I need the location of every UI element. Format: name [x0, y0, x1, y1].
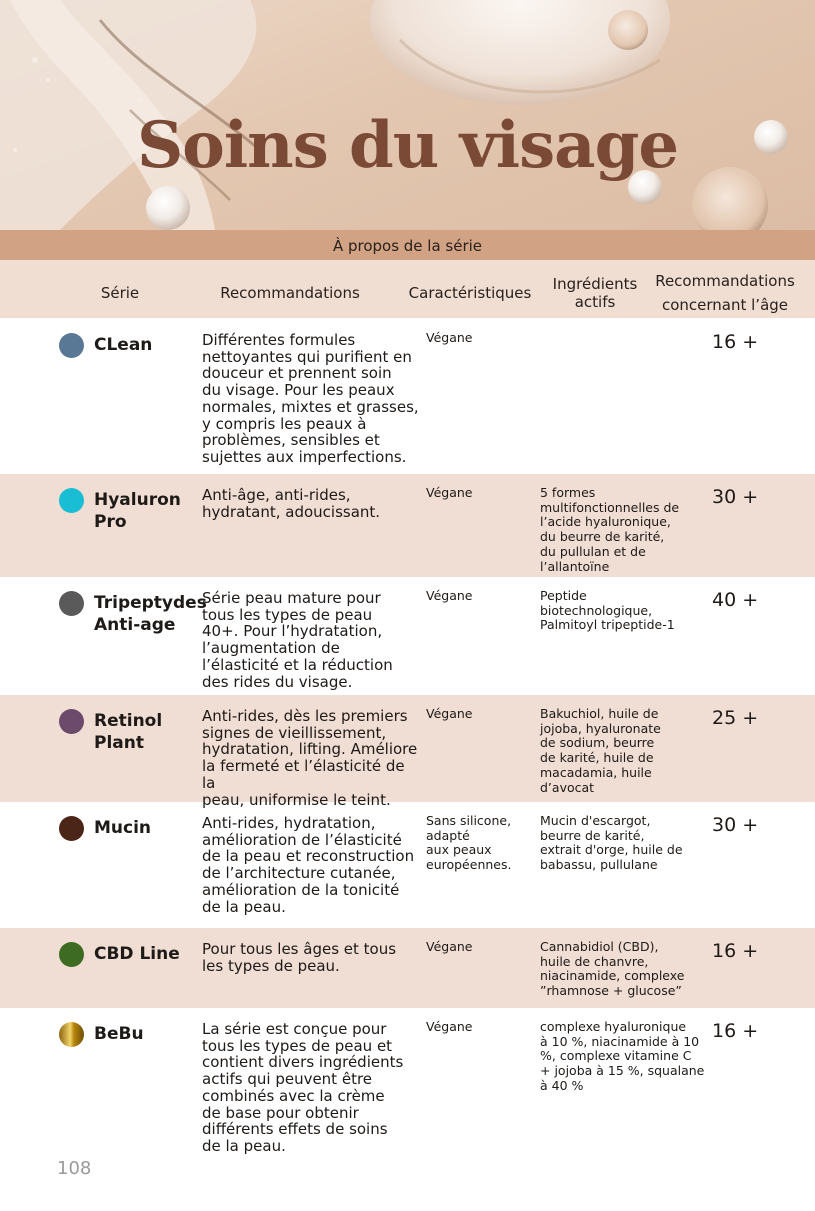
active-ingredients-line: du beurre de karité, [540, 529, 665, 545]
age-recommendation: 30 + [712, 486, 759, 508]
recommendation-line: amélioration de l’élasticité [202, 830, 402, 849]
recommendation-line: les types de peau. [202, 956, 340, 975]
col-ingredients-2: actifs [574, 293, 616, 311]
active-ingredients-line: du pullulan et de [540, 543, 646, 559]
recommendation-line: y compris les peaux à [202, 414, 367, 433]
recommendation-line: hydratation, lifting. Améliore [202, 740, 418, 759]
series-name-line: Tripeptydes [94, 593, 207, 613]
age-recommendation: 40 + [712, 589, 759, 611]
table-row [0, 319, 815, 474]
table-row [0, 577, 815, 695]
series-color-dot [59, 1022, 84, 1047]
characteristics [426, 331, 536, 346]
characteristics [426, 940, 536, 955]
recommendation-line: Anti-âge, anti-rides, [202, 486, 351, 504]
active-ingredients-line: extrait d'orge, huile de [540, 842, 683, 858]
recommendation [202, 1021, 422, 1155]
recommendation-line: l’élasticité et la réduction [202, 655, 393, 674]
age-recommendation: 16 + [712, 331, 759, 353]
series-color-dot [59, 709, 84, 734]
recommendation-line: du visage. Pour les peaux [202, 381, 395, 400]
active-ingredients-line: ”rhamnose + glucose” [540, 983, 682, 999]
active-ingredients-line: d’avocat [540, 779, 595, 795]
recommendation [202, 708, 422, 808]
recommendation-line: Anti-rides, hydratation, [202, 814, 376, 832]
recommendation-line: de base pour obtenir [202, 1103, 359, 1122]
recommendation [202, 590, 422, 690]
characteristics [426, 1020, 536, 1035]
series-name [94, 592, 207, 636]
recommendation-line: nettoyantes qui purifient en [202, 347, 412, 366]
page-number: 108 [57, 1158, 92, 1179]
page-title: Soins du visage [136, 108, 679, 183]
recommendation-line: différents effets de soins [202, 1120, 388, 1139]
age-recommendation: 16 + [712, 1020, 759, 1042]
recommendation-line: contient divers ingrédients [202, 1053, 404, 1072]
characteristics-line: Sans silicone, [426, 813, 512, 828]
series-name-line: Retinol [94, 711, 163, 731]
active-ingredients [540, 1020, 710, 1094]
active-ingredients-line: Peptide [540, 588, 587, 603]
recommendation [202, 941, 422, 974]
active-ingredients-line: à 40 % [540, 1077, 584, 1093]
recommendation-line: la fermeté et l’élasticité de la [202, 757, 405, 792]
series-name-line: CBD Line [94, 944, 180, 964]
col-recommandations: Recommandations [220, 284, 360, 302]
characteristics [426, 707, 536, 722]
col-serie: Série [100, 284, 140, 302]
recommendation-line: combinés avec la crème [202, 1086, 385, 1105]
recommendation-line: Différentes formules [202, 331, 356, 349]
active-ingredients-line: complexe hyaluronique [540, 1019, 687, 1034]
active-ingredients [540, 814, 710, 873]
age-recommendation: 30 + [712, 814, 759, 836]
series-name [94, 943, 204, 965]
recommendation-line: actifs qui peuvent être [202, 1070, 373, 1089]
recommendation-line: problèmes, sensibles et [202, 431, 380, 450]
active-ingredients-line: à 10 %, niacinamide à 10 [540, 1033, 700, 1049]
characteristics [426, 486, 536, 501]
recommendation-line: de la peau et reconstruction [202, 847, 415, 866]
section-band: À propos de la série [0, 230, 815, 260]
series-color-dot [59, 488, 84, 513]
series-name [94, 1023, 204, 1045]
active-ingredients-line: %, complexe vitamine C [540, 1048, 692, 1064]
recommendation-line: douceur et prennent soin [202, 364, 392, 383]
characteristics-line: Végane [426, 706, 473, 721]
table-row [0, 928, 815, 1008]
active-ingredients-line: Cannabidiol (CBD), [540, 939, 659, 954]
table-header [0, 260, 815, 318]
series-name [94, 817, 204, 839]
series-name-line: CLean [94, 335, 153, 355]
table-row [0, 802, 815, 928]
active-ingredients-line: jojoba, hyaluronate [540, 720, 661, 736]
active-ingredients-line: multifonctionnelles de [540, 499, 680, 515]
active-ingredients-line: Palmitoyl tripeptide-1 [540, 617, 675, 633]
recommendation-line: tous les types de peau et [202, 1036, 393, 1055]
recommendation-line: de la peau. [202, 1136, 286, 1155]
characteristics-line: européennes. [426, 857, 512, 873]
series-color-dot [59, 333, 84, 358]
recommendation-line: 40+. Pour l’hydratation, [202, 622, 383, 641]
characteristics-line: Végane [426, 330, 473, 345]
recommendation-line: l’augmentation de [202, 639, 340, 658]
recommendation-line: Pour tous les âges et tous [202, 940, 397, 958]
active-ingredients-line: macadamia, huile [540, 764, 652, 780]
recommendation-line: des rides du visage. [202, 672, 353, 691]
recommendation-line: Anti-rides, dès les premiers [202, 707, 408, 725]
recommendation-line: tous les types de peau [202, 605, 373, 624]
characteristics-line: aux peaux [426, 842, 492, 858]
series-name-line: Pro [94, 512, 127, 532]
active-ingredients-line: de karité, huile de [540, 750, 654, 766]
series-color-dot [59, 591, 84, 616]
characteristics [426, 589, 536, 604]
col-caracteristiques: Caractéristiques [408, 284, 532, 302]
series-name-line: Hyaluron [94, 490, 181, 510]
recommendation [202, 332, 422, 466]
characteristics-line: Végane [426, 939, 473, 954]
recommendation-line: de l’architecture cutanée, [202, 864, 396, 883]
recommendation-line: Série peau mature pour [202, 589, 381, 607]
active-ingredients-line: babassu, pullulane [540, 857, 658, 873]
col-ingredients-1: Ingrédients [552, 275, 638, 293]
table-row [0, 474, 815, 577]
series-name-line: Plant [94, 733, 144, 753]
hero-banner [0, 0, 815, 230]
active-ingredients-line: niacinamide, complexe [540, 968, 685, 984]
active-ingredients-line: de sodium, beurre [540, 735, 655, 751]
age-recommendation: 16 + [712, 940, 759, 962]
characteristics-line: Végane [426, 485, 473, 500]
active-ingredients [540, 589, 710, 633]
age-recommendation: 25 + [712, 707, 759, 729]
series-color-dot [59, 816, 84, 841]
recommendation-line: amélioration de la tonicité [202, 880, 400, 899]
series-name-line: Mucin [94, 818, 152, 838]
characteristics-line: adapté [426, 827, 470, 843]
recommendation [202, 487, 422, 520]
active-ingredients-line: biotechnologique, [540, 602, 653, 618]
col-age-2: concernant l’âge [661, 296, 789, 314]
active-ingredients-line: huile de chanvre, [540, 953, 649, 969]
recommendation-line: de la peau. [202, 897, 286, 916]
active-ingredients-line: Bakuchiol, huile de [540, 706, 659, 721]
active-ingredients-line: l’acide hyaluronique, [540, 514, 671, 530]
active-ingredients-line: + jojoba à 15 %, squalane [540, 1063, 705, 1079]
recommendation-line: peau, uniformise le teint. [202, 790, 391, 809]
table-row [0, 695, 815, 809]
active-ingredients-line: l’allantoïne [540, 558, 610, 574]
active-ingredients [540, 486, 710, 574]
recommendation-line: normales, mixtes et grasses, [202, 397, 419, 416]
recommendation-line: sujettes aux imperfections. [202, 447, 407, 466]
active-ingredients-line: beurre de karité, [540, 827, 645, 843]
recommendation-line: La série est conçue pour [202, 1020, 387, 1038]
characteristics-line: Végane [426, 1019, 473, 1034]
series-name [94, 489, 204, 533]
active-ingredients [540, 707, 710, 795]
active-ingredients [540, 940, 710, 999]
series-name-line: Anti-age [94, 615, 176, 635]
col-age-1: Recommandations [655, 272, 795, 290]
recommendation [202, 815, 422, 915]
series-name [94, 710, 204, 754]
active-ingredients-line: Mucin d'escargot, [540, 813, 651, 828]
characteristics [426, 814, 536, 873]
recommendation-line: hydratant, adoucissant. [202, 502, 381, 521]
series-name [94, 334, 204, 356]
series-name-line: BeBu [94, 1024, 144, 1044]
active-ingredients-line: 5 formes [540, 485, 596, 500]
series-color-dot [59, 942, 84, 967]
characteristics-line: Végane [426, 588, 473, 603]
table-row [0, 1008, 815, 1178]
recommendation-line: signes de vieillissement, [202, 723, 387, 742]
